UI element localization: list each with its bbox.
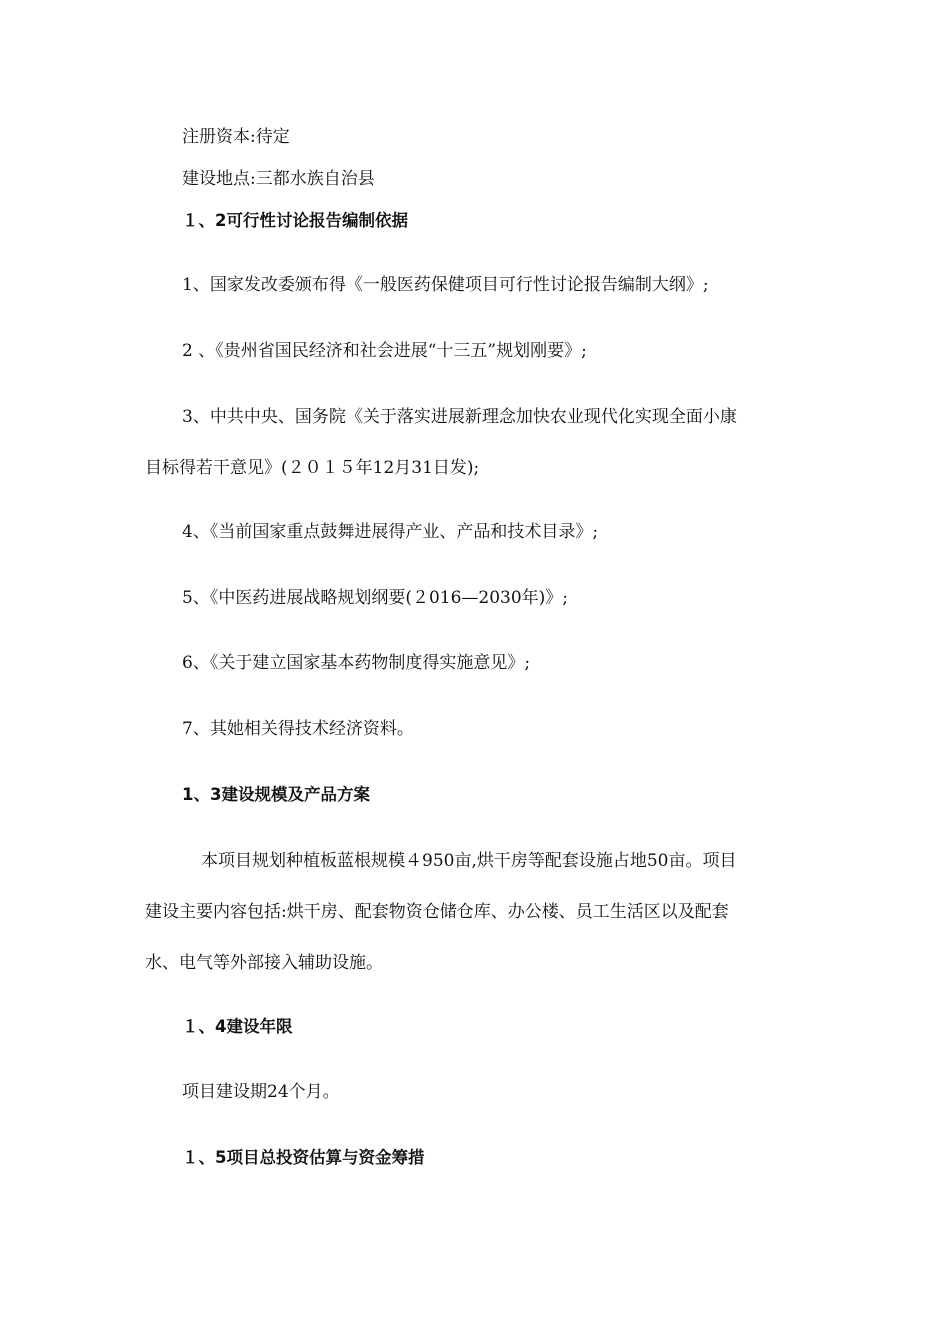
basis-item-4: 4、《当前国家重点鼓舞进展得产业、产品和技术目录》; (182, 522, 599, 542)
scale-paragraph-line-1: 本项目规划种植板蓝根规模４950亩,烘干房等配套设施占地50亩。项目 (201, 851, 737, 871)
section-1-2-heading: １、2可行性讨论报告编制依据 (182, 211, 408, 230)
scale-paragraph-line-3: 水、电气等外部接入辅助设施。 (145, 953, 383, 973)
registered-capital-line: 注册资本:待定 (182, 127, 290, 147)
section-1-4-heading: １、4建设年限 (182, 1017, 293, 1036)
basis-item-7: 7、其她相关得技术经济资料。 (182, 719, 414, 739)
location-line: 建设地点:三都水族自治县 (182, 169, 375, 189)
basis-item-6: 6、《关于建立国家基本药物制度得实施意见》; (182, 653, 531, 673)
section-1-3-heading: 1、3建设规模及产品方案 (182, 785, 370, 804)
basis-item-1: 1、国家发改委颁布得《一般医药保健项目可行性讨论报告编制大纲》; (182, 275, 709, 295)
section-1-5-heading: １、5项目总投资估算与资金筹措 (182, 1148, 425, 1167)
basis-item-3-line-1: 3、中共中央、国务院《关于落实进展新理念加快农业现代化实现全面小康 (182, 407, 737, 427)
basis-item-3-line-2: 目标得若干意见》(２０１５年12月31日发); (145, 458, 480, 478)
scale-paragraph-line-2: 建设主要内容包括:烘干房、配套物资仓储仓库、办公楼、员工生活区以及配套 (145, 902, 729, 922)
basis-item-2: 2 、《贵州省国民经济和社会进展“十三五”规划刚要》; (182, 341, 587, 361)
construction-period-text: 项目建设期24个月。 (182, 1082, 340, 1102)
basis-item-5: 5、《中医药进展战略规划纲要(２016—2030年)》; (182, 588, 569, 608)
